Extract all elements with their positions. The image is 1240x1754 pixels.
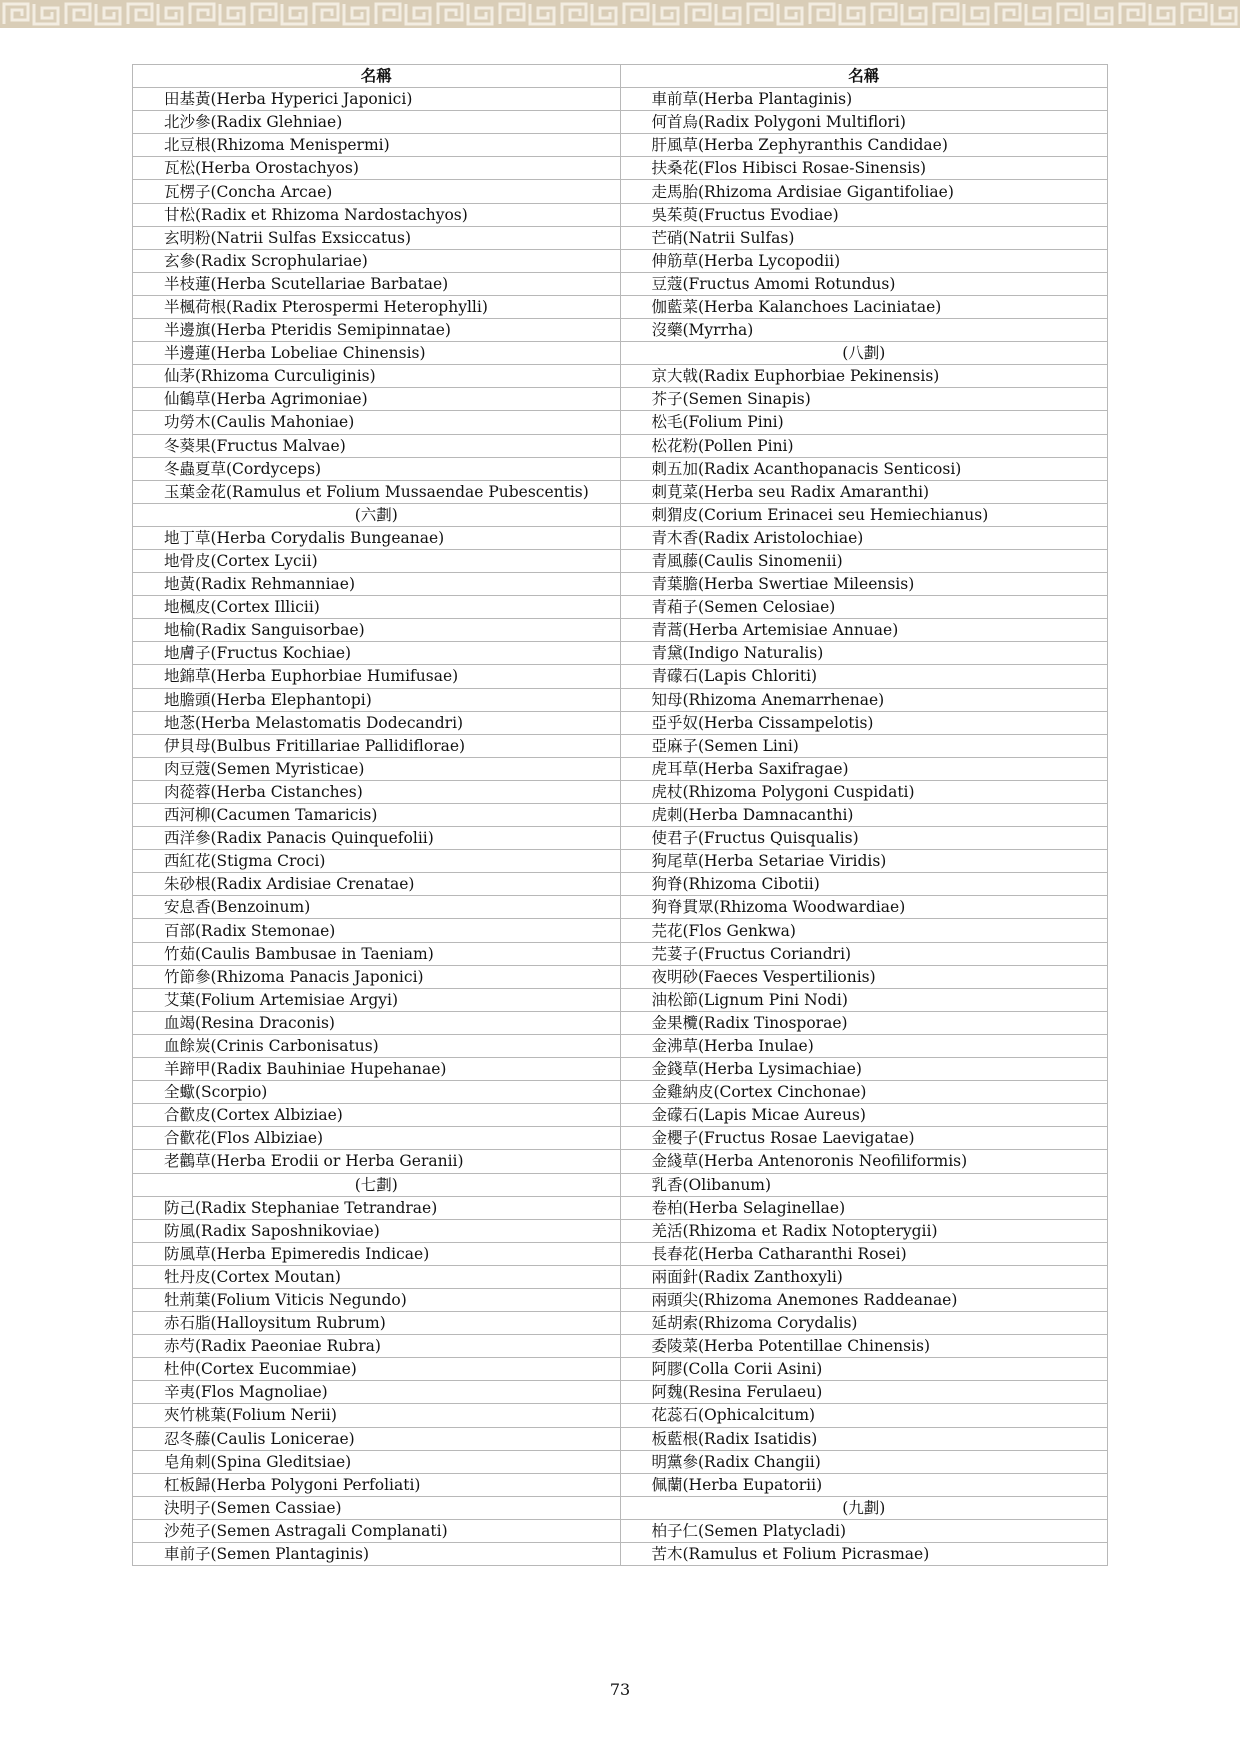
table-row <box>133 88 1108 111</box>
table-row <box>133 388 1108 411</box>
herb-name-cell: 功勞木(Caulis Mahoniae) <box>133 411 621 434</box>
table-row <box>133 757 1108 780</box>
table-row <box>133 319 1108 342</box>
herb-name-cell: 地錦草(Herba Euphorbiae Humifusae) <box>133 665 621 688</box>
herb-name-cell: 沒藥(Myrrha) <box>620 319 1108 342</box>
herb-names-table <box>132 64 1108 1566</box>
herb-name-cell: 青木香(Radix Aristolochiae) <box>620 526 1108 549</box>
herb-name-cell: 金櫻子(Fructus Rosae Laevigatae) <box>620 1127 1108 1150</box>
herb-name-cell: 柏子仁(Semen Platycladi) <box>620 1519 1108 1542</box>
table-row <box>133 988 1108 1011</box>
herb-name-cell: 苦木(Ramulus et Folium Picrasmae) <box>620 1543 1108 1566</box>
table-row <box>133 249 1108 272</box>
herb-name-cell: 亞乎奴(Herba Cissampelotis) <box>620 711 1108 734</box>
herb-name-cell: 板藍根(Radix Isatidis) <box>620 1427 1108 1450</box>
herb-name-cell: 赤石脂(Halloysitum Rubrum) <box>133 1312 621 1335</box>
table-row <box>133 1011 1108 1034</box>
herb-name-cell: 肉蓯蓉(Herba Cistanches) <box>133 780 621 803</box>
herb-name-cell: 金礞石(Lapis Micae Aureus) <box>620 1104 1108 1127</box>
table-row <box>133 873 1108 896</box>
herb-name-cell: 芒硝(Natrii Sulfas) <box>620 226 1108 249</box>
table-row <box>133 711 1108 734</box>
herb-name-cell: 牡丹皮(Cortex Moutan) <box>133 1265 621 1288</box>
fret-pattern <box>0 0 1240 28</box>
table-row <box>133 1473 1108 1496</box>
herb-name-cell: 阿魏(Resina Ferulaeu) <box>620 1381 1108 1404</box>
herb-name-cell: 肉豆蔻(Semen Myristicae) <box>133 757 621 780</box>
herb-name-cell: 伽藍菜(Herba Kalanchoes Laciniatae) <box>620 295 1108 318</box>
table-row <box>133 526 1108 549</box>
herb-name-cell: 延胡索(Rhizoma Corydalis) <box>620 1312 1108 1335</box>
table-row <box>133 827 1108 850</box>
table-row <box>133 1543 1108 1566</box>
herb-name-cell: 芫荽子(Fructus Coriandri) <box>620 942 1108 965</box>
table-row <box>133 134 1108 157</box>
herb-name-cell: 芥子(Semen Sinapis) <box>620 388 1108 411</box>
table-row <box>133 896 1108 919</box>
herb-name-cell: 吳茱萸(Fructus Evodiae) <box>620 203 1108 226</box>
herb-name-cell: 皂角刺(Spina Gleditsiae) <box>133 1450 621 1473</box>
herb-name-cell: 佩蘭(Herba Eupatorii) <box>620 1473 1108 1496</box>
table-row <box>133 1519 1108 1542</box>
table-row <box>133 549 1108 572</box>
table-row <box>133 688 1108 711</box>
table-row <box>133 180 1108 203</box>
herb-name-cell: 卷柏(Herba Selaginellae) <box>620 1196 1108 1219</box>
herb-name-cell: 竹節參(Rhizoma Panacis Japonici) <box>133 965 621 988</box>
table-row <box>133 665 1108 688</box>
herb-name-cell: 瓦楞子(Concha Arcae) <box>133 180 621 203</box>
table-row <box>133 596 1108 619</box>
herb-name-cell: 夜明砂(Faeces Vespertilionis) <box>620 965 1108 988</box>
herb-name-cell: 金綫草(Herba Antenoronis Neofiliformis) <box>620 1150 1108 1173</box>
table-header-row <box>133 65 1108 88</box>
table-row <box>133 1381 1108 1404</box>
table-row <box>133 850 1108 873</box>
table-row <box>133 573 1108 596</box>
herb-name-cell: 牡荊葉(Folium Viticis Negundo) <box>133 1288 621 1311</box>
table-row <box>133 226 1108 249</box>
herb-name-cell: 松毛(Folium Pini) <box>620 411 1108 434</box>
table-row <box>133 619 1108 642</box>
herb-name-cell: 冬蟲夏草(Cordyceps) <box>133 457 621 480</box>
table-row <box>133 272 1108 295</box>
herb-name-cell: 亞麻子(Semen Lini) <box>620 734 1108 757</box>
herb-name-cell: 甘松(Radix et Rhizoma Nardostachyos) <box>133 203 621 226</box>
table-row <box>133 1450 1108 1473</box>
herb-name-cell: 兩面針(Radix Zanthoxyli) <box>620 1265 1108 1288</box>
table-row <box>133 1265 1108 1288</box>
herb-name-cell: 青蒿(Herba Artemisiae Annuae) <box>620 619 1108 642</box>
herb-name-cell: 杜仲(Cortex Eucommiae) <box>133 1358 621 1381</box>
column-header: 名稱 <box>620 65 1108 88</box>
herb-name-cell: 地菍(Herba Melastomatis Dodecandri) <box>133 711 621 734</box>
herb-name-cell: 走馬胎(Rhizoma Ardisiae Gigantifoliae) <box>620 180 1108 203</box>
herb-name-cell: 西紅花(Stigma Croci) <box>133 850 621 873</box>
table-row <box>133 457 1108 480</box>
herb-name-cell: 使君子(Fructus Quisqualis) <box>620 827 1108 850</box>
herb-name-cell: 刺猬皮(Corium Erinacei seu Hemiechianus) <box>620 503 1108 526</box>
herb-name-cell: 車前草(Herba Plantaginis) <box>620 88 1108 111</box>
herb-name-cell: 老鸛草(Herba Erodii or Herba Geranii) <box>133 1150 621 1173</box>
herb-name-cell: 地膽頭(Herba Elephantopi) <box>133 688 621 711</box>
herb-name-cell: 地楓皮(Cortex Illicii) <box>133 596 621 619</box>
table-row <box>133 1034 1108 1057</box>
herb-name-cell: 半邊蓮(Herba Lobeliae Chinensis) <box>133 342 621 365</box>
table-row <box>133 1242 1108 1265</box>
herb-name-cell: 西洋參(Radix Panacis Quinquefolii) <box>133 827 621 850</box>
table-row <box>133 1335 1108 1358</box>
table-row <box>133 1104 1108 1127</box>
herb-name-cell: 狗脊(Rhizoma Cibotii) <box>620 873 1108 896</box>
herb-name-cell: 北豆根(Rhizoma Menispermi) <box>133 134 621 157</box>
table-row <box>133 1404 1108 1427</box>
herb-name-cell: 安息香(Benzoinum) <box>133 896 621 919</box>
table-row <box>133 942 1108 965</box>
table-row <box>133 804 1108 827</box>
table-row <box>133 480 1108 503</box>
decorative-border-band <box>0 0 1240 28</box>
herb-name-cell: 虎耳草(Herba Saxifragae) <box>620 757 1108 780</box>
table-row <box>133 1150 1108 1173</box>
herb-name-cell: 地黃(Radix Rehmanniae) <box>133 573 621 596</box>
herb-name-cell: 地骨皮(Cortex Lycii) <box>133 549 621 572</box>
herb-name-cell: 地膚子(Fructus Kochiae) <box>133 642 621 665</box>
herb-name-cell: 杠板歸(Herba Polygoni Perfoliati) <box>133 1473 621 1496</box>
herb-name-cell: 知母(Rhizoma Anemarrhenae) <box>620 688 1108 711</box>
table-row <box>133 1127 1108 1150</box>
table-row <box>133 411 1108 434</box>
herb-name-cell: 夾竹桃葉(Folium Nerii) <box>133 1404 621 1427</box>
herb-name-cell: 半邊旗(Herba Pteridis Semipinnatae) <box>133 319 621 342</box>
herb-name-cell: 仙茅(Rhizoma Curculiginis) <box>133 365 621 388</box>
table-row <box>133 157 1108 180</box>
herb-name-cell: 芫花(Flos Genkwa) <box>620 919 1108 942</box>
herb-name-cell: 玉葉金花(Ramulus et Folium Mussaendae Pubescentis) <box>133 480 621 503</box>
herb-name-cell: 油松節(Lignum Pini Nodi) <box>620 988 1108 1011</box>
table-row <box>133 295 1108 318</box>
herb-name-cell: 青葙子(Semen Celosiae) <box>620 596 1108 619</box>
herb-name-cell: 全蠍(Scorpio) <box>133 1081 621 1104</box>
herb-name-cell: 金沸草(Herba Inulae) <box>620 1034 1108 1057</box>
herb-name-cell: 阿膠(Colla Corii Asini) <box>620 1358 1108 1381</box>
table-row <box>133 734 1108 757</box>
herb-name-cell: 百部(Radix Stemonae) <box>133 919 621 942</box>
herb-name-cell: 羌活(Rhizoma et Radix Notopterygii) <box>620 1219 1108 1242</box>
herb-name-cell: 防風(Radix Saposhnikoviae) <box>133 1219 621 1242</box>
stroke-count-heading: (八劃) <box>620 342 1108 365</box>
stroke-count-heading: (六劃) <box>133 503 621 526</box>
herb-name-cell: 刺莧菜(Herba seu Radix Amaranthi) <box>620 480 1108 503</box>
herb-name-cell: 青礞石(Lapis Chloriti) <box>620 665 1108 688</box>
herb-name-cell: 羊蹄甲(Radix Bauhiniae Hupehanae) <box>133 1058 621 1081</box>
herb-name-cell: 血竭(Resina Draconis) <box>133 1011 621 1034</box>
herb-name-cell: 青黛(Indigo Naturalis) <box>620 642 1108 665</box>
table-row <box>133 1358 1108 1381</box>
herb-name-cell: 松花粉(Pollen Pini) <box>620 434 1108 457</box>
table-row <box>133 365 1108 388</box>
table-row <box>133 434 1108 457</box>
herb-name-cell: 花蕊石(Ophicalcitum) <box>620 1404 1108 1427</box>
herb-name-cell: 瓦松(Herba Orostachyos) <box>133 157 621 180</box>
herb-name-cell: 決明子(Semen Cassiae) <box>133 1496 621 1519</box>
table-row <box>133 965 1108 988</box>
herb-name-cell: 北沙參(Radix Glehniae) <box>133 111 621 134</box>
herb-name-cell: 狗脊貫眾(Rhizoma Woodwardiae) <box>620 896 1108 919</box>
column-header: 名稱 <box>133 65 621 88</box>
herb-name-cell: 田基黃(Herba Hyperici Japonici) <box>133 88 621 111</box>
herb-name-cell: 冬葵果(Fructus Malvae) <box>133 434 621 457</box>
herb-name-cell: 仙鶴草(Herba Agrimoniae) <box>133 388 621 411</box>
herb-name-cell: 沙苑子(Semen Astragali Complanati) <box>133 1519 621 1542</box>
herb-name-cell: 血餘炭(Crinis Carbonisatus) <box>133 1034 621 1057</box>
herb-name-cell: 乳香(Olibanum) <box>620 1173 1108 1196</box>
page-number: 73 <box>609 1680 631 1699</box>
herb-name-cell: 明黨參(Radix Changii) <box>620 1450 1108 1473</box>
herb-name-cell: 竹茹(Caulis Bambusae in Taeniam) <box>133 942 621 965</box>
herb-name-cell: 委陵菜(Herba Potentillae Chinensis) <box>620 1335 1108 1358</box>
herb-name-cell: 半枝蓮(Herba Scutellariae Barbatae) <box>133 272 621 295</box>
table-row <box>133 111 1108 134</box>
table-row <box>133 1312 1108 1335</box>
table-row <box>133 1219 1108 1242</box>
table-row <box>133 1196 1108 1219</box>
herb-name-cell: 忍冬藤(Caulis Lonicerae) <box>133 1427 621 1450</box>
herb-name-cell: 狗尾草(Herba Setariae Viridis) <box>620 850 1108 873</box>
herb-name-cell: 何首烏(Radix Polygoni Multiflori) <box>620 111 1108 134</box>
table-row <box>133 342 1108 365</box>
table-row <box>133 1288 1108 1311</box>
herb-name-cell: 防己(Radix Stephaniae Tetrandrae) <box>133 1196 621 1219</box>
table-row <box>133 1496 1108 1519</box>
herb-name-cell: 肝風草(Herba Zephyranthis Candidae) <box>620 134 1108 157</box>
herb-name-cell: 金果欖(Radix Tinosporae) <box>620 1011 1108 1034</box>
table-row <box>133 1081 1108 1104</box>
herb-name-cell: 玄明粉(Natrii Sulfas Exsiccatus) <box>133 226 621 249</box>
stroke-count-heading: (七劃) <box>133 1173 621 1196</box>
herb-name-cell: 車前子(Semen Plantaginis) <box>133 1543 621 1566</box>
herb-name-cell: 豆蔻(Fructus Amomi Rotundus) <box>620 272 1108 295</box>
herb-name-cell: 金雞納皮(Cortex Cinchonae) <box>620 1081 1108 1104</box>
table-row <box>133 503 1108 526</box>
table-row <box>133 1427 1108 1450</box>
herb-name-cell: 扶桑花(Flos Hibisci Rosae-Sinensis) <box>620 157 1108 180</box>
table-row <box>133 203 1108 226</box>
herb-name-cell: 伸筋草(Herba Lycopodii) <box>620 249 1108 272</box>
herb-name-cell: 金錢草(Herba Lysimachiae) <box>620 1058 1108 1081</box>
herb-name-cell: 朱砂根(Radix Ardisiae Crenatae) <box>133 873 621 896</box>
herb-name-cell: 合歡皮(Cortex Albiziae) <box>133 1104 621 1127</box>
herb-name-cell: 長春花(Herba Catharanthi Rosei) <box>620 1242 1108 1265</box>
herb-name-cell: 防風草(Herba Epimeredis Indicae) <box>133 1242 621 1265</box>
table-row <box>133 780 1108 803</box>
herb-name-cell: 虎刺(Herba Damnacanthi) <box>620 804 1108 827</box>
herb-name-cell: 艾葉(Folium Artemisiae Argyi) <box>133 988 621 1011</box>
stroke-count-heading: (九劃) <box>620 1496 1108 1519</box>
herb-name-cell: 青風藤(Caulis Sinomenii) <box>620 549 1108 572</box>
herb-name-cell: 玄參(Radix Scrophulariae) <box>133 249 621 272</box>
herb-name-cell: 虎杖(Rhizoma Polygoni Cuspidati) <box>620 780 1108 803</box>
table-row <box>133 919 1108 942</box>
herb-name-cell: 合歡花(Flos Albiziae) <box>133 1127 621 1150</box>
herb-name-cell: 地榆(Radix Sanguisorbae) <box>133 619 621 642</box>
table-row <box>133 642 1108 665</box>
herb-name-cell: 半楓荷根(Radix Pterospermi Heterophylli) <box>133 295 621 318</box>
herb-name-cell: 辛夷(Flos Magnoliae) <box>133 1381 621 1404</box>
herb-name-cell: 西河柳(Cacumen Tamaricis) <box>133 804 621 827</box>
herb-name-cell: 青葉膽(Herba Swertiae Mileensis) <box>620 573 1108 596</box>
herb-name-cell: 刺五加(Radix Acanthopanacis Senticosi) <box>620 457 1108 480</box>
table-row <box>133 1173 1108 1196</box>
herb-name-cell: 地丁草(Herba Corydalis Bungeanae) <box>133 526 621 549</box>
herb-name-cell: 伊貝母(Bulbus Fritillariae Pallidiflorae) <box>133 734 621 757</box>
herb-name-cell: 兩頭尖(Rhizoma Anemones Raddeanae) <box>620 1288 1108 1311</box>
table-row <box>133 1058 1108 1081</box>
herb-name-cell: 赤芍(Radix Paeoniae Rubra) <box>133 1335 621 1358</box>
herb-name-cell: 京大戟(Radix Euphorbiae Pekinensis) <box>620 365 1108 388</box>
